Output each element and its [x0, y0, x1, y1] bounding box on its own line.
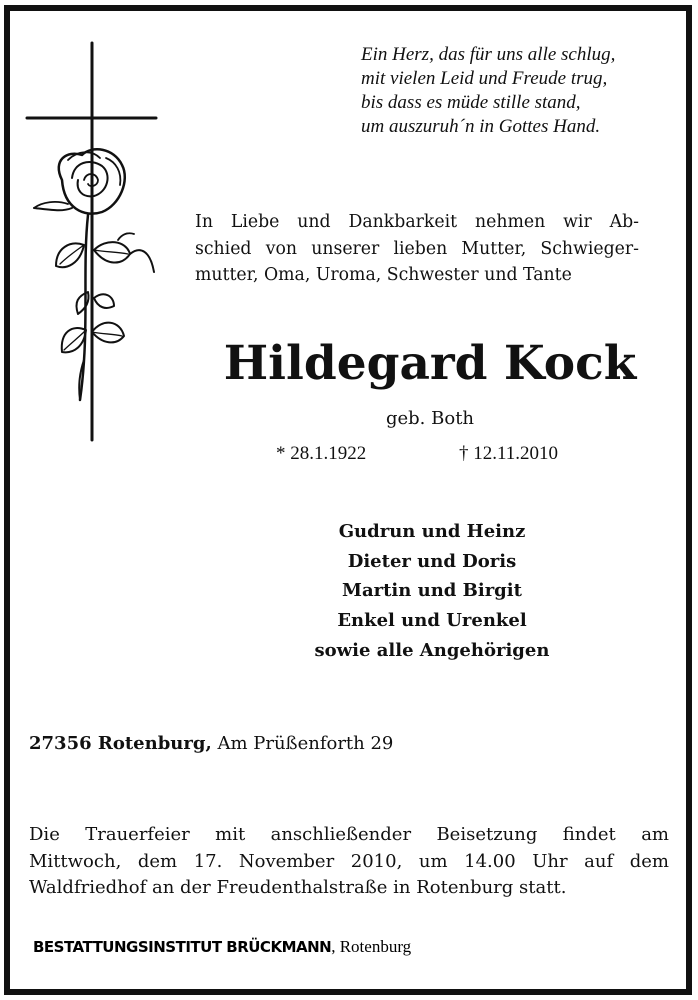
mourner-entry: Enkel und Urenkel — [337, 610, 527, 632]
funeral-home — [33, 937, 411, 957]
intro-text — [195, 209, 639, 289]
mourner-entry: Gudrun und Heinz — [338, 521, 526, 542]
funeral-home-town: , Rotenburg — [331, 937, 412, 956]
ceremony-line: Die Trauerfeier mit anschließender Beisetzung findet am — [29, 824, 669, 845]
intro-line: In Liebe und Dankbarkeit nehmen wir Ab- — [195, 212, 639, 232]
address-street: Am Prüßenforth 29 — [217, 733, 394, 754]
poem-line: mit vielen Leid und Freude trug, — [361, 68, 608, 89]
mourner-address — [29, 733, 393, 754]
death-date: † 12.11.2010 — [459, 443, 559, 464]
ceremony-line: Mittwoch, dem 17. November 2010, um 14.00 Uhr auf dem — [29, 850, 669, 872]
intro-line: schied von unserer lieben Mutter, Schwieger- — [195, 238, 639, 259]
cross-with-rose-icon — [22, 40, 162, 448]
intro-line: mutter, Oma, Uroma, Schwester und Tante — [195, 265, 572, 285]
mourner-entry: Dieter und Doris — [347, 550, 517, 572]
mourner-entry: sowie alle Angehörigen — [314, 639, 550, 661]
poem-line: bis dass es müde stille stand, — [361, 92, 581, 113]
mourners-list — [250, 517, 614, 666]
poem-line: um auszuruh´n in Gottes Hand. — [361, 116, 601, 137]
ceremony-notice — [29, 822, 669, 902]
funeral-home-name: BESTATTUNGSINSTITUT BRÜCKMANN — [33, 938, 332, 956]
ceremony-line: Waldfriedhof an der Freudenthalstraße in Rotenburg statt. — [29, 877, 567, 898]
deceased-name: Hildegard Kock — [223, 336, 637, 391]
poem-line: Ein Herz, das für uns alle schlug, — [361, 44, 616, 65]
birth-date: * 28.1.1922 — [276, 443, 367, 464]
mourner-entry: Martin und Birgit — [342, 580, 522, 602]
address-city: 27356 Rotenburg, — [29, 733, 212, 754]
memorial-poem — [361, 43, 671, 139]
maiden-name: geb. Both — [385, 408, 475, 429]
